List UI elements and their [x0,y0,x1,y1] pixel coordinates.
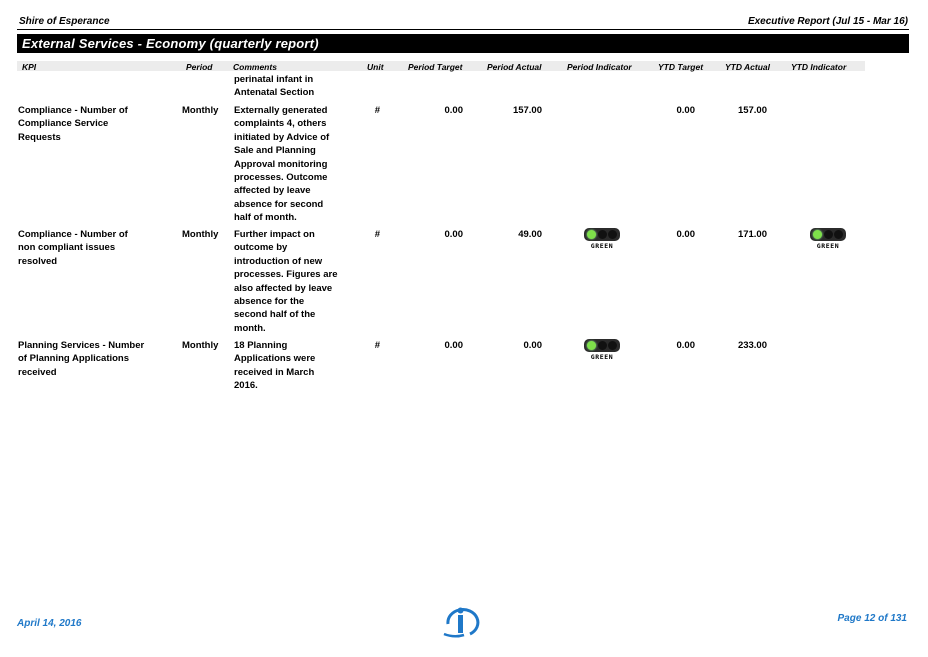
col-period-indicator: Period Indicator [567,62,632,72]
col-ytd-indicator: YTD Indicator [791,62,847,72]
cell-period-target: 0.00 [444,229,463,240]
traffic-light-icon [584,339,620,361]
cell-unit: # [374,105,380,116]
indicator-label: GREEN [590,353,614,361]
cell-period-actual: 157.00 [512,105,542,116]
report-title: Executive Report (Jul 15 - Mar 16) [747,16,908,27]
footer-date: April 14, 2016 [17,618,82,629]
col-comments: Comments [233,62,277,72]
cell-unit: # [374,229,380,240]
section-title: External Services - Economy (quarterly report) [22,36,319,51]
org-name: Shire of Esperance [19,16,110,27]
col-kpi: KPI [22,62,37,72]
cell-ytd-target: 0.00 [676,340,695,351]
cell-ytd-actual: 157.00 [737,105,767,116]
section-banner [17,34,909,53]
cell-comments: 18 Planning Applications were received in March 2016. [234,340,316,392]
info-i-logo-icon [440,604,480,638]
cell-period-target: 0.00 [444,105,463,116]
cell-comments: Further impact on outcome by introduction of new processes. Figures are also affected by leave absence for the second half of the month. [234,229,338,334]
col-ytd-target: YTD Target [658,62,704,72]
footer-page-number: Page 12 of 131 [837,613,907,624]
col-period-target: Period Target [408,62,463,72]
traffic-light-icon [810,228,846,250]
cell-period: Monthly [182,105,219,116]
cell-period: Monthly [182,229,219,240]
col-ytd-actual: YTD Actual [725,62,771,72]
cell-ytd-target: 0.00 [676,229,695,240]
cell-unit: # [374,340,380,351]
cell-ytd-target: 0.00 [676,105,695,116]
cell-period-actual: 0.00 [523,340,542,351]
header-divider [17,29,909,30]
indicator-label: GREEN [590,242,614,250]
cell-period-actual: 49.00 [518,229,542,240]
cell-kpi: Compliance - Number of Compliance Service Requests [18,105,128,143]
cell-comments: Externally generated complaints 4, others initiated by Advice of Sale and Planning Approval monitoring processes. Outcome affected by leave absence for second half of month. [234,105,330,224]
cell-kpi: Planning Services - Number of Planning Applications received [18,340,145,378]
indicator-label: GREEN [816,242,840,250]
cell-period-target: 0.00 [444,340,463,351]
cell-period: Monthly [182,340,219,351]
cell-ytd-actual: 171.00 [737,229,767,240]
cell-ytd-actual: 233.00 [737,340,767,351]
cell-kpi: Compliance - Number of non compliant issues resolved [18,229,128,267]
continued-comment: perinatal infant in Antenatal Section [234,74,315,99]
traffic-light-icon [584,228,620,250]
col-period: Period [186,62,213,72]
col-unit: Unit [367,62,384,72]
col-period-actual: Period Actual [487,62,542,72]
